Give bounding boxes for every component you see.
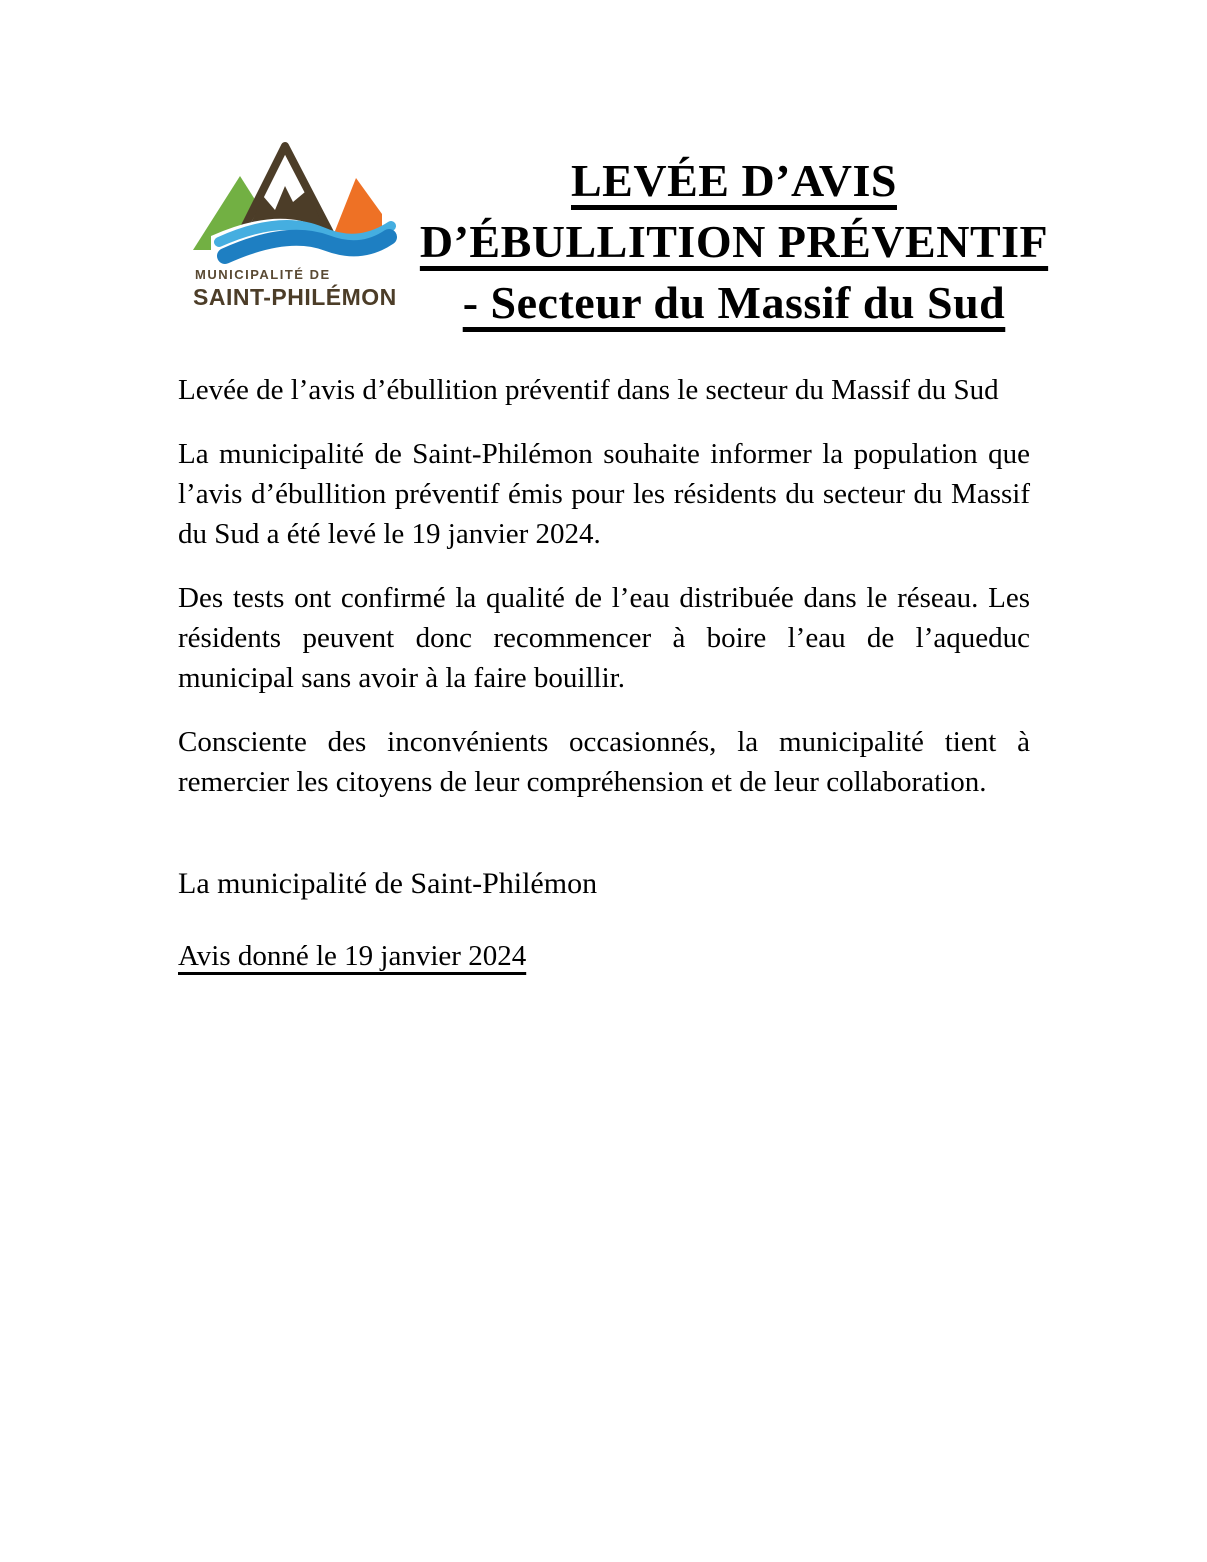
notice-title-line2: D’ÉBULLITION PRÉVENTIF (419, 216, 1049, 267)
notice-title-line1: LEVÉE D’AVIS (571, 155, 897, 206)
logo-org-line1: MUNICIPALITÉ DE (195, 267, 331, 282)
notice-date-line: Avis donné le 19 janvier 2024 (178, 940, 527, 972)
notice-title-line3: - Secteur du Massif du Sud (462, 277, 1006, 328)
municipality-logo (183, 140, 398, 311)
logo-org-line2: SAINT-PHILÉMON (193, 284, 397, 310)
notice-title (408, 150, 1060, 333)
body-paragraph-3: Des tests ont confirmé la qualité de l’eau distribuée dans le réseau. Les résidents peuvent donc recommencer à boire l’eau de l’aqueduc municipal sans avoir à la faire bouillir. (178, 582, 1030, 694)
body-paragraph-1: Levée de l’avis d’ébullition préventif dans le secteur du Massif du Sud (178, 374, 999, 406)
mountains-waves-logo-icon (183, 140, 398, 265)
body-paragraph-2: La municipalité de Saint-Philémon souhaite informer la population que l’avis d’ébullition préventif émis pour les résidents du secteur du Massif du Sud a été levé le 19 janvier 2024. (178, 438, 1030, 550)
signature-line: La municipalité de Saint-Philémon (178, 867, 598, 900)
notice-body (178, 370, 1030, 1000)
body-paragraph-4: Consciente des inconvénients occasionnés, la municipalité tient à remercier les citoyens de leur compréhension et de leur collaboration. (178, 726, 1030, 798)
